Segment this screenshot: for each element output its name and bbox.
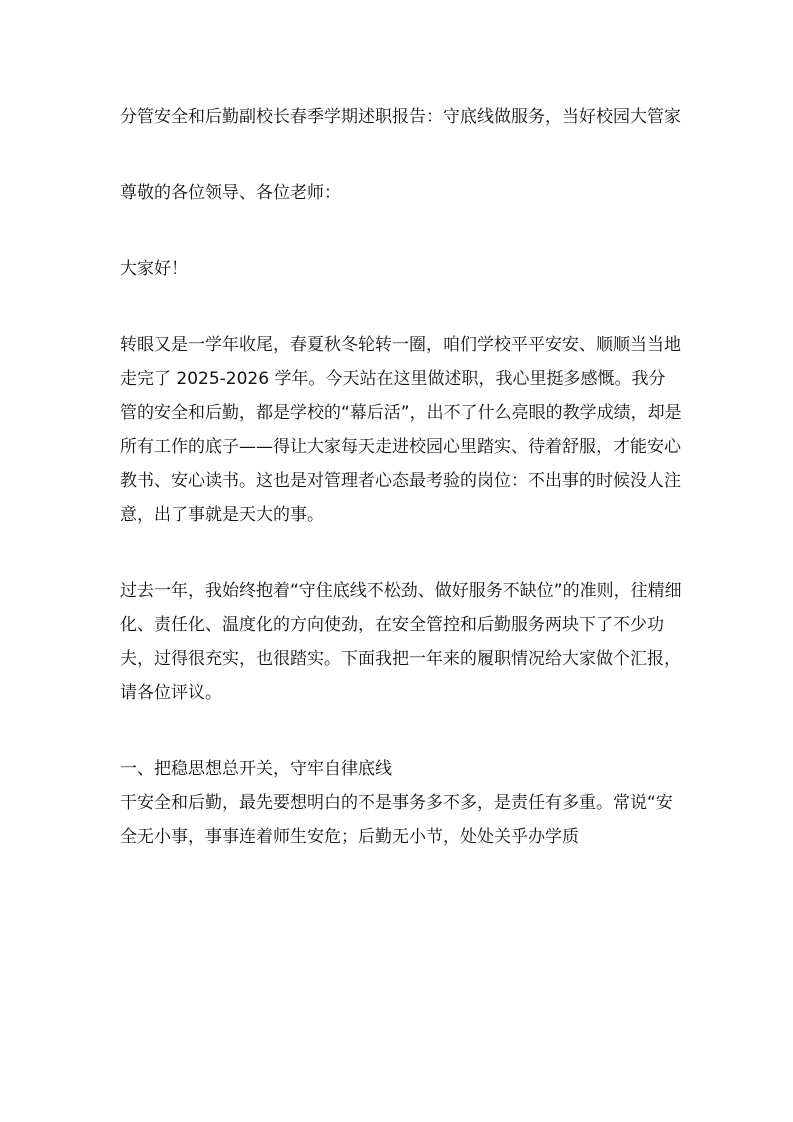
- section-heading: 一、把稳思想总开关，守牢自律底线: [120, 759, 392, 779]
- paragraph-summary: 过去一年，我始终抱着“守住底线不松劲、做好服务不缺位”的准则，往精细化、责任化、温度化的方向使劲，在安全管控和后勤服务两块下了不少功夫，过得很充实，也很踏实。下面我把一年来的履职情况给大家做个汇报，请各位评议。: [120, 581, 682, 703]
- section-paragraph: 干安全和后勤，最先要想明白的不是事务多不多，是责任有多重。常说“安全无小事，事事连着师生安危；后勤无小节，处处关乎办学质: [120, 793, 673, 847]
- paragraph-intro: 转眼又是一学年收尾，春夏秋冬轮转一圈，咱们学校平平安安、顺顺当当地走完了 2025-2026 学年。今天站在这里做述职，我心里挺多感慨。我分管的安全和后勤，都是学校的“幕后活”，出不了什么亮眼的教学成绩，却是所有工作的底子——得让大家每天走进校园心里踏实、待着舒服，才能安心教书、安心读书。这也是对管理者心态最考验的岗位：不出事的时候没人注意，出了事就是天大的事。: [120, 335, 682, 525]
- salutation: 尊敬的各位领导、各位老师：: [120, 183, 341, 203]
- document-body: [120, 100, 682, 854]
- greeting: 大家好！: [120, 259, 188, 279]
- document-title: 分管安全和后勤副校长春季学期述职报告：守底线做服务，当好校园大管家: [120, 107, 681, 127]
